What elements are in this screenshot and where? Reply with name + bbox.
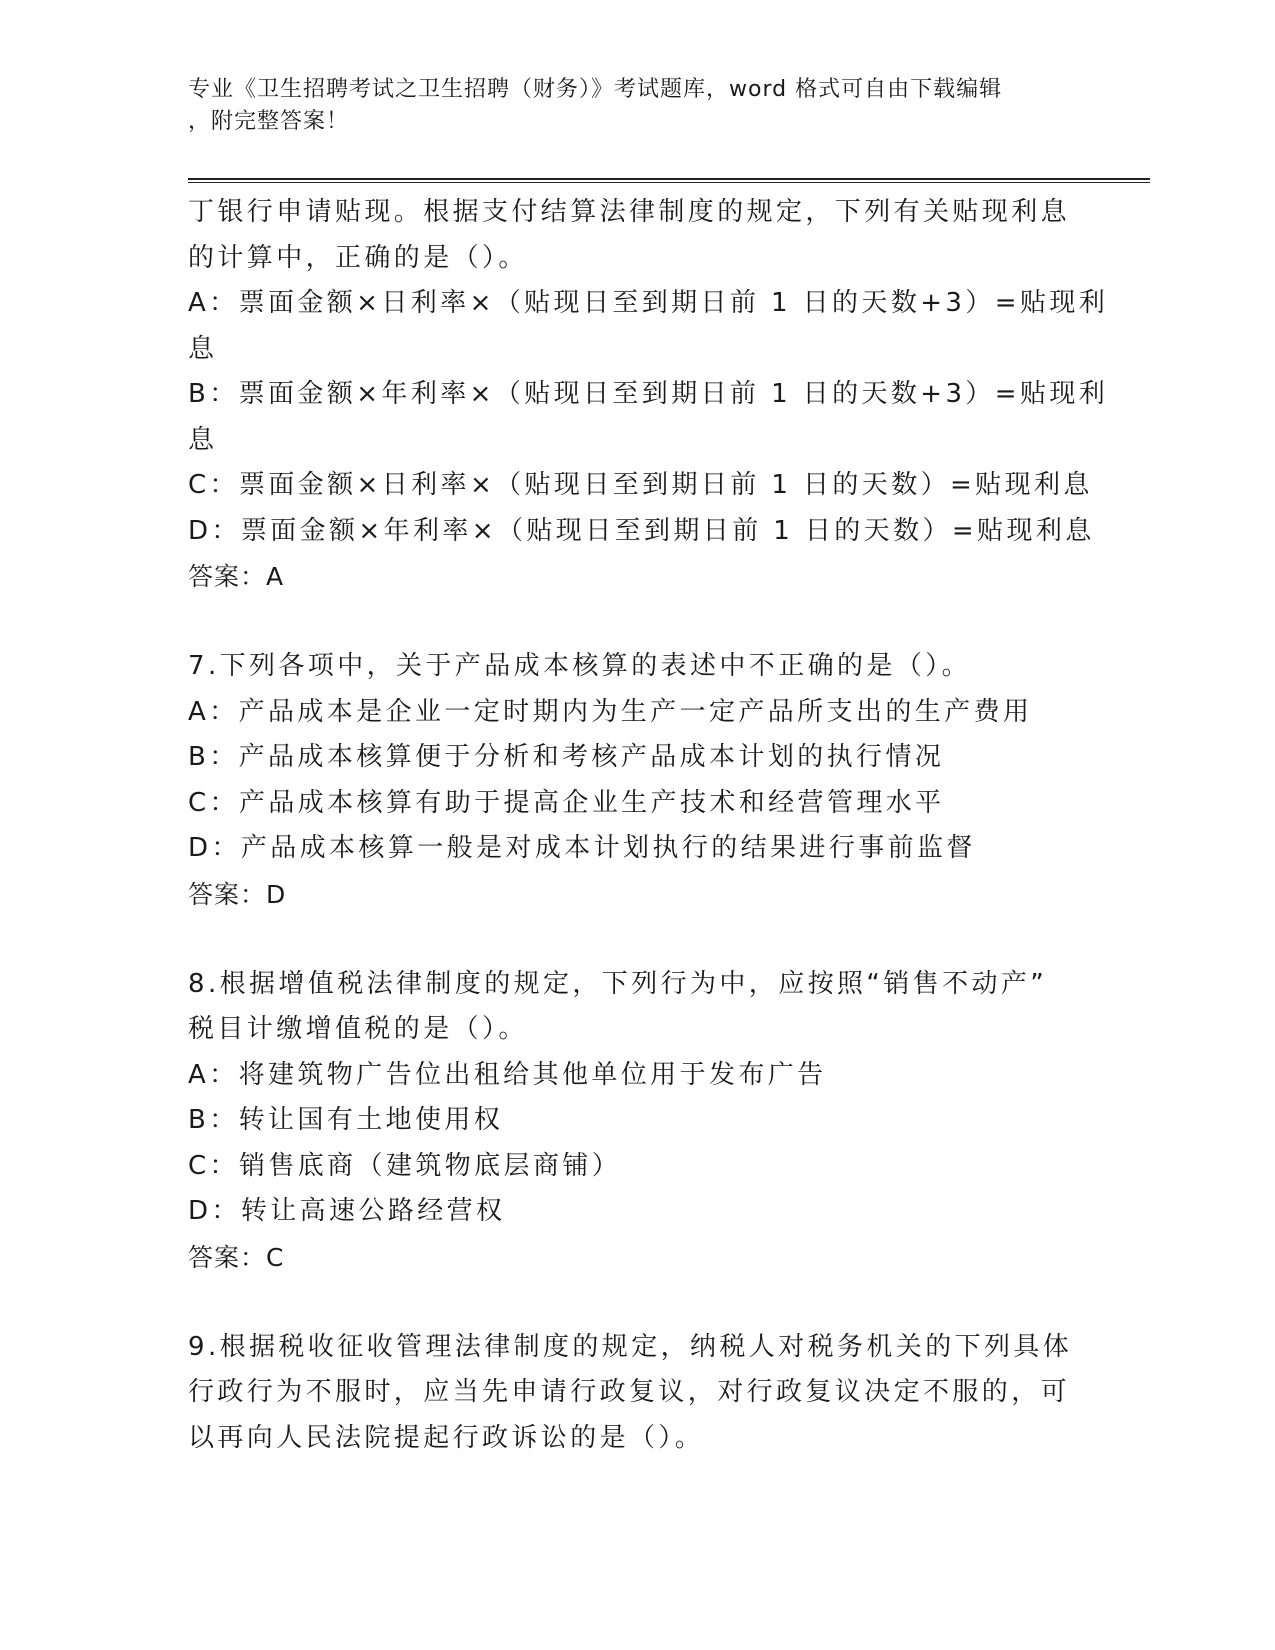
answer-label: 答案：A [188, 562, 285, 591]
question-stem-line: 丁银行申请贴现。根据支付结算法律制度的规定，下列有关贴现利息 [188, 197, 1071, 227]
question-stem-line: 8.根据增值税法律制度的规定，下列行为中，应按照“销售不动产” [188, 968, 1048, 999]
header-line-2: ，附完整答案！ [188, 109, 350, 134]
option-d-line: D：票面金额×年利率×（贴现日至到期日前 1 日的天数）=贴现利息 [188, 515, 1095, 546]
option-b-line: B：票面金额×年利率×（贴现日至到期日前 1 日的天数+3）=贴现利 [188, 379, 1109, 409]
question-stem-line: 7.下列各项中，关于产品成本核算的表述中不正确的是（）。 [188, 651, 972, 681]
question-7 [188, 644, 1088, 918]
option-a-line: A：将建筑物广告位出租给其他单位用于发布广告 [188, 1059, 827, 1090]
option-b-line: B：转让国有土地使用权 [188, 1105, 504, 1135]
option-a-continuation: 息 [188, 333, 218, 364]
question-list [188, 190, 1109, 1461]
question-stem-line: 以再向人民法院提起行政诉讼的是（）。 [188, 1422, 705, 1453]
question-stem-line: 税目计缴增值税的是（）。 [188, 1014, 528, 1044]
question-stem-line: 行政行为不服时，应当先申请行政复议，对行政复议决定不服的，可 [188, 1377, 1071, 1407]
option-a-line: A：产品成本是企业一定时期内为生产一定产品所支出的生产费用 [188, 696, 1033, 727]
option-c-line: C：票面金额×日利率×（贴现日至到期日前 1 日的天数）=贴现利息 [188, 470, 1093, 500]
question-gap [188, 918, 1088, 962]
question-gap [188, 600, 1088, 644]
answer-label: 答案：D [188, 879, 287, 909]
option-d-line: D：产品成本核算一般是对成本计划执行的结果进行事前监督 [188, 833, 976, 863]
option-b-continuation: 息 [188, 424, 218, 455]
question-6 [188, 190, 1109, 600]
option-c-line: C：销售底商（建筑物底层商铺） [188, 1150, 622, 1181]
question-stem-line: 的计算中，正确的是（）。 [188, 242, 528, 273]
question-9 [188, 1325, 1088, 1462]
question-stem-line: 9.根据税收征收管理法律制度的规定，纳税人对税务机关的下列具体 [188, 1331, 1073, 1362]
header-line-1: 专业《卫生招聘考试之卫生招聘（财务）》考试题库，word 格式可自由下载编辑 [188, 77, 1003, 102]
page-header [188, 74, 1088, 138]
header-divider [188, 178, 1150, 183]
answer-label: 答案：C [188, 1242, 285, 1272]
option-a-line: A：票面金额×日利率×（贴现日至到期日前 1 日的天数+3）=贴现利 [188, 288, 1109, 318]
option-c-line: C：产品成本核算有助于提高企业生产技术和经营管理水平 [188, 787, 945, 818]
question-gap [188, 1281, 1088, 1325]
question-8 [188, 962, 1088, 1281]
option-b-line: B：产品成本核算便于分析和考核产品成本计划的执行情况 [188, 742, 945, 772]
option-d-line: D：转让高速公路经营权 [188, 1196, 506, 1226]
